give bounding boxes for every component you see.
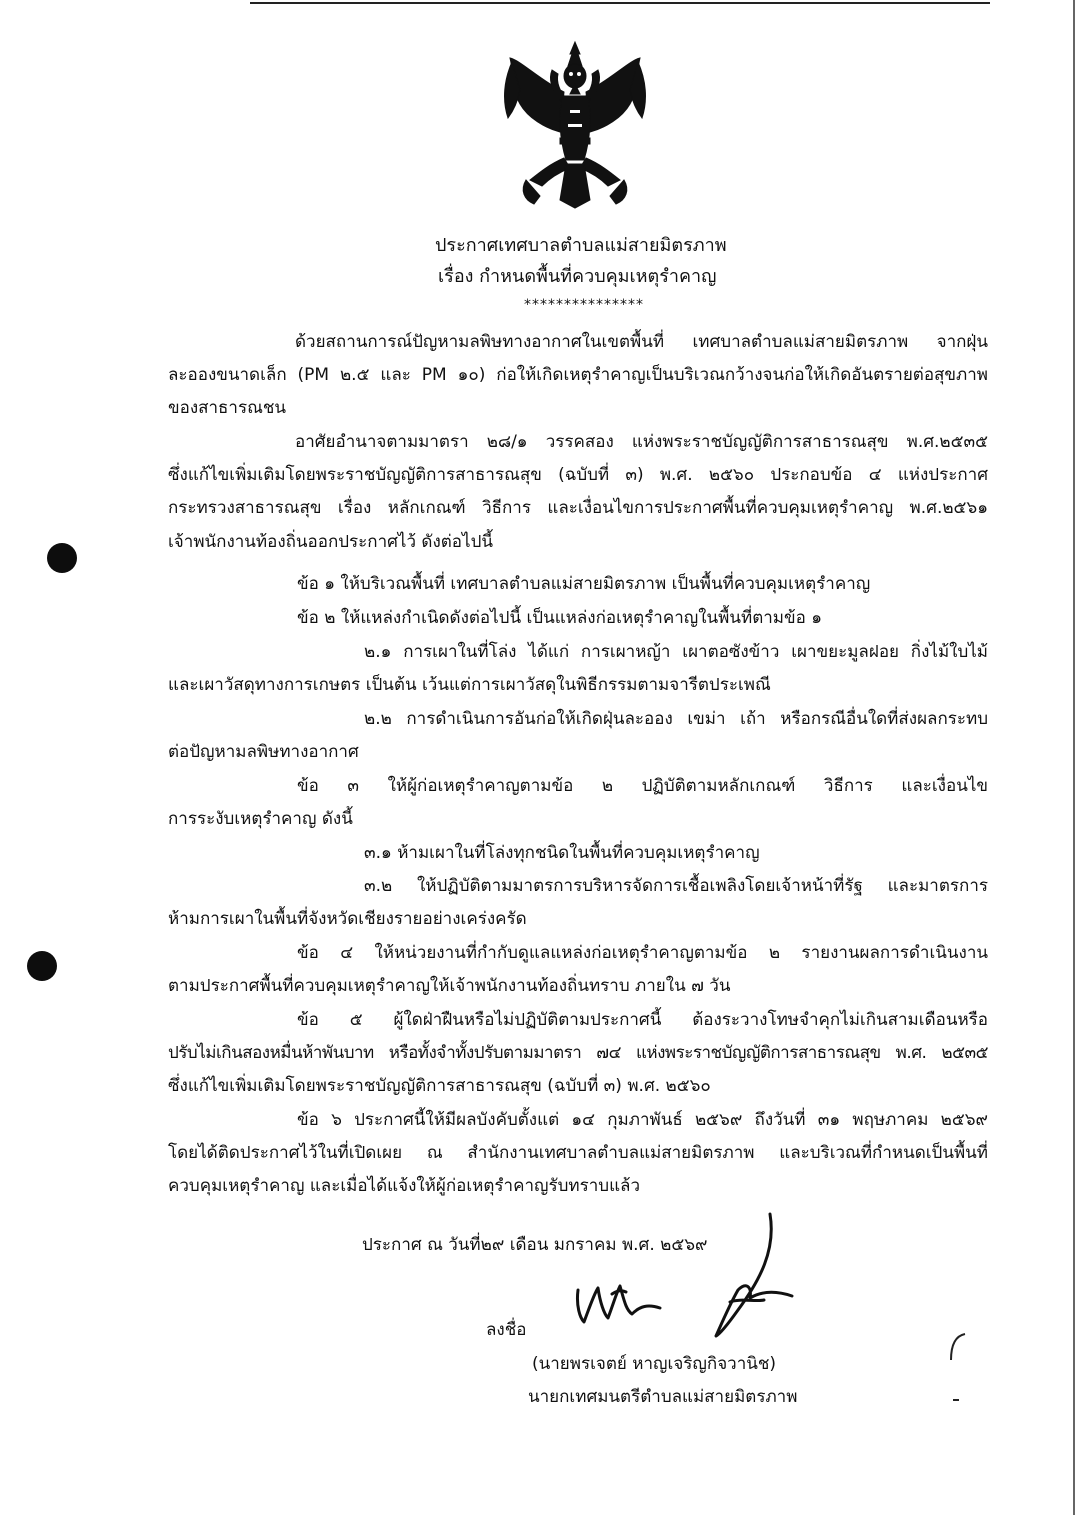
clause-2: ข้อ ๒ ให้แหล่งกำเนิดดังต่อไปนี้ เป็นแหล่งก่อเหตุรำคาญในพื้นที่ตามข้อ ๑ <box>297 608 823 628</box>
clause-6: ข้อ ๖ ประกาศนี้ให้มีผลบังคับตั้งแต่ ๑๔ กุมภาพันธ์ ๒๕๖๙ ถึงวันที่ ๓๑ พฤษภาคม ๒๕๖๙ <box>297 1110 988 1130</box>
punch-hole-icon <box>47 543 77 573</box>
document-subject: เรื่อง กำหนดพื้นที่ควบคุมเหตุรำคาญ <box>438 266 717 287</box>
paragraph-line: ละอองขนาดเล็ก (PM ๒.๕ และ PM ๑๐) ก่อให้เกิดเหตุรำคาญเป็นบริเวณกว้างจนก่อให้เกิดอันตรายต่อสุขภาพ <box>168 365 988 385</box>
clause-2-2-cont: ต่อปัญหามลพิษทางอากาศ <box>168 742 359 762</box>
signatory-name: (นายพรเจตย์ หาญเจริญกิจวานิช) <box>532 1354 777 1374</box>
right-edge-line <box>1073 0 1075 1515</box>
clause-5: ข้อ ๕ ผู้ใดฝ่าฝืนหรือไม่ปฏิบัติตามประกาศนี้ ต้องระวางโทษจำคุกไม่เกินสามเดือนหรือ <box>297 1010 988 1030</box>
signatory-position: นายกเทศมนตรีตำบลแม่สายมิตรภาพ <box>528 1387 798 1407</box>
punch-hole-icon <box>27 951 57 981</box>
clause-1: ข้อ ๑ ให้บริเวณพื้นที่ เทศบาลตำบลแม่สายมิตรภาพ เป็นพื้นที่ควบคุมเหตุรำคาญ <box>297 574 871 594</box>
clause-3-2-cont: ห้ามการเผาในพื้นที่จังหวัดเชียงรายอย่างเคร่งครัด <box>168 909 527 929</box>
clause-4-cont: ตามประกาศพื้นที่ควบคุมเหตุรำคาญให้เจ้าพนักงานท้องถิ่นทราบ ภายใน ๗ วัน <box>168 976 731 996</box>
paragraph-line: กระทรวงสาธารณสุข เรื่อง หลักเกณฑ์ วิธีการ และเงื่อนไขการประกาศพื้นที่ควบคุมเหตุรำคาญ พ.ศ.๒๕๖๑ <box>168 498 988 518</box>
margin-mark-icon <box>945 1330 969 1405</box>
paragraph-line: ซึ่งแก้ไขเพิ่มเติมโดยพระราชบัญญัติการสาธารณสุข (ฉบับที่ ๓) พ.ศ. ๒๕๖๐ ประกอบข้อ ๔ แห่งประกาศ <box>168 465 988 485</box>
paragraph-line: อาศัยอำนาจตามมาตรา ๒๘/๑ วรรคสอง แห่งพระราชบัญญัติการสาธารณสุข พ.ศ.๒๕๓๕ <box>295 432 988 452</box>
handwritten-signature-icon <box>560 1210 800 1340</box>
clause-3-2: ๓.๒ ให้ปฏิบัติตามมาตรการบริหารจัดการเชื้อเพลิงโดยเจ้าหน้าที่รัฐ และมาตรการ <box>364 876 988 896</box>
paragraph-line: ของสาธารณชน <box>168 398 287 418</box>
clause-6-cont: ควบคุมเหตุรำคาญ และเมื่อได้แจ้งให้ผู้ก่อเหตุรำคาญรับทราบแล้ว <box>168 1176 640 1196</box>
top-edge-line <box>250 2 990 4</box>
clause-2-1-cont: และเผาวัสดุทางการเกษตร เป็นต้น เว้นแต่การเผาวัสดุในพิธีกรรมตามจารีตประเพณี <box>168 675 771 695</box>
paragraph-line: เจ้าพนักงานท้องถิ่นออกประกาศไว้ ดังต่อไปนี้ <box>168 532 493 552</box>
clause-2-2: ๒.๒ การดำเนินการอันก่อให้เกิดฝุ่นละออง เขม่า เถ้า หรือกรณีอื่นใดที่ส่งผลกระทบ <box>364 709 988 729</box>
document-title: ประกาศเทศบาลตำบลแม่สายมิตรภาพ <box>435 235 727 256</box>
paragraph-line: ด้วยสถานการณ์ปัญหามลพิษทางอากาศในเขตพื้นที่ เทศบาลตำบลแม่สายมิตรภาพ จากฝุ่น <box>295 332 988 352</box>
clause-5-cont: ปรับไม่เกินสองหมื่นห้าพันบาท หรือทั้งจำทั้งปรับตามมาตรา ๗๔ แห่งพระราชบัญญัติการสาธารณสุข พ.ศ. ๒๕๓๕ <box>168 1043 988 1063</box>
clause-3-cont: การระงับเหตุรำคาญ ดังนี้ <box>168 809 353 829</box>
title-separator: *************** <box>524 297 644 313</box>
clause-6-cont: โดยได้ติดประกาศไว้ในที่เปิดเผย ณ สำนักงานเทศบาลตำบลแม่สายมิตรภาพ และบริเวณที่กำหนดเป็นพื้นที่ <box>168 1143 988 1163</box>
clause-2-1: ๒.๑ การเผาในที่โล่ง ได้แก่ การเผาหญ้า เผาตอซังข้าว เผาขยะมูลฝอย กิ่งไม้ใบไม้ <box>364 642 988 662</box>
garuda-emblem-icon <box>500 40 650 210</box>
clause-3-1: ๓.๑ ห้ามเผาในที่โล่งทุกชนิดในพื้นที่ควบคุมเหตุรำคาญ <box>364 843 760 863</box>
clause-3: ข้อ ๓ ให้ผู้ก่อเหตุรำคาญตามข้อ ๒ ปฏิบัติตามหลักเกณฑ์ วิธีการ และเงื่อนไข <box>297 776 988 796</box>
announcement-date: ประกาศ ณ วันที่๒๙ เดือน มกราคม พ.ศ. ๒๕๖๙ <box>362 1235 708 1255</box>
clause-5-cont: ซึ่งแก้ไขเพิ่มเติมโดยพระราชบัญญัติการสาธารณสุข (ฉบับที่ ๓) พ.ศ. ๒๕๖๐ <box>168 1076 711 1096</box>
clause-4: ข้อ ๔ ให้หน่วยงานที่กำกับดูแลแหล่งก่อเหตุรำคาญตามข้อ ๒ รายงานผลการดำเนินงาน <box>297 943 988 963</box>
signature-label: ลงชื่อ <box>486 1320 527 1340</box>
